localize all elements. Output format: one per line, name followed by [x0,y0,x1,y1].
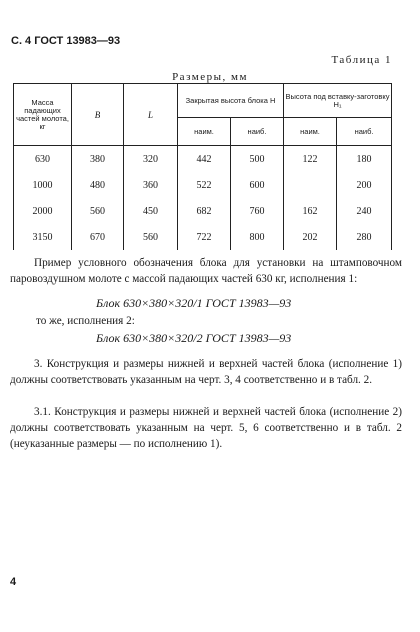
header-h1-group: Высота под вставку-заготовку H₁ [284,84,392,118]
clause-3-1: 3.1. Конструкция и размеры нижней и верхней частей блока (исполнение 2) должны соответствовать указанным на черт. 5, 6 соответственно и в табл. 2 (неуказанные размеры — по исполнению 1). [10,406,402,450]
table-cell: 320 [124,146,178,173]
table-cell: 280 [337,224,392,250]
table-row [14,172,392,198]
dimensions-table [13,83,392,250]
table-row [14,146,392,173]
table-cell: 3150 [14,224,72,250]
table-cell: 442 [178,146,231,173]
table-label: Таблица 1 [331,54,392,66]
header-mass: Масса падающих частей молота, кг [14,84,72,146]
table-caption: Размеры, мм [172,71,248,83]
table-cell: 760 [231,198,284,224]
page-number: 4 [10,576,17,588]
table-cell: 630 [14,146,72,173]
table-cell: 722 [178,224,231,250]
header-b: B [72,84,124,146]
table-cell: 360 [124,172,178,198]
designation-example-1: Блок 630×380×320/1 ГОСТ 13983—93 [96,296,292,310]
page-header: С. 4 ГОСТ 13983—93 [11,35,121,47]
table-cell: 500 [231,146,284,173]
table-cell: 200 [337,172,392,198]
table-row [14,224,392,250]
table-cell [284,172,337,198]
header-h1-max: наиб. [337,118,392,146]
example-paragraph: Пример условного обозначения блока для установки на штамповочном паровоздушном молоте с массой падающих частей 630 кг, исполнения 1: [10,257,402,285]
table-cell: 2000 [14,198,72,224]
header-h-min: наим. [178,118,231,146]
table-cell: 240 [337,198,392,224]
clause-3: 3. Конструкция и размеры нижней и верхней частей блока (исполнение 1) должны соответствовать указанным на черт. 3, 4 соответственно и в табл. 2. [10,358,402,386]
same-execution-2-label: то же, исполнения 2: [36,315,135,327]
header-h-group: Закрытая высота блока H [178,84,284,118]
table-cell: 600 [231,172,284,198]
table-cell: 480 [72,172,124,198]
header-h-max: наиб. [231,118,284,146]
table-cell: 560 [124,224,178,250]
header-l: L [124,84,178,146]
table-cell: 522 [178,172,231,198]
table-cell: 122 [284,146,337,173]
table-row [14,198,392,224]
table-cell: 202 [284,224,337,250]
table-cell: 560 [72,198,124,224]
table-cell: 450 [124,198,178,224]
table-cell: 670 [72,224,124,250]
header-h1-min: наим. [284,118,337,146]
table-cell: 682 [178,198,231,224]
designation-example-2: Блок 630×380×320/2 ГОСТ 13983—93 [96,331,292,345]
table-cell: 1000 [14,172,72,198]
table-cell: 380 [72,146,124,173]
table-cell: 162 [284,198,337,224]
table-cell: 800 [231,224,284,250]
table-cell: 180 [337,146,392,173]
